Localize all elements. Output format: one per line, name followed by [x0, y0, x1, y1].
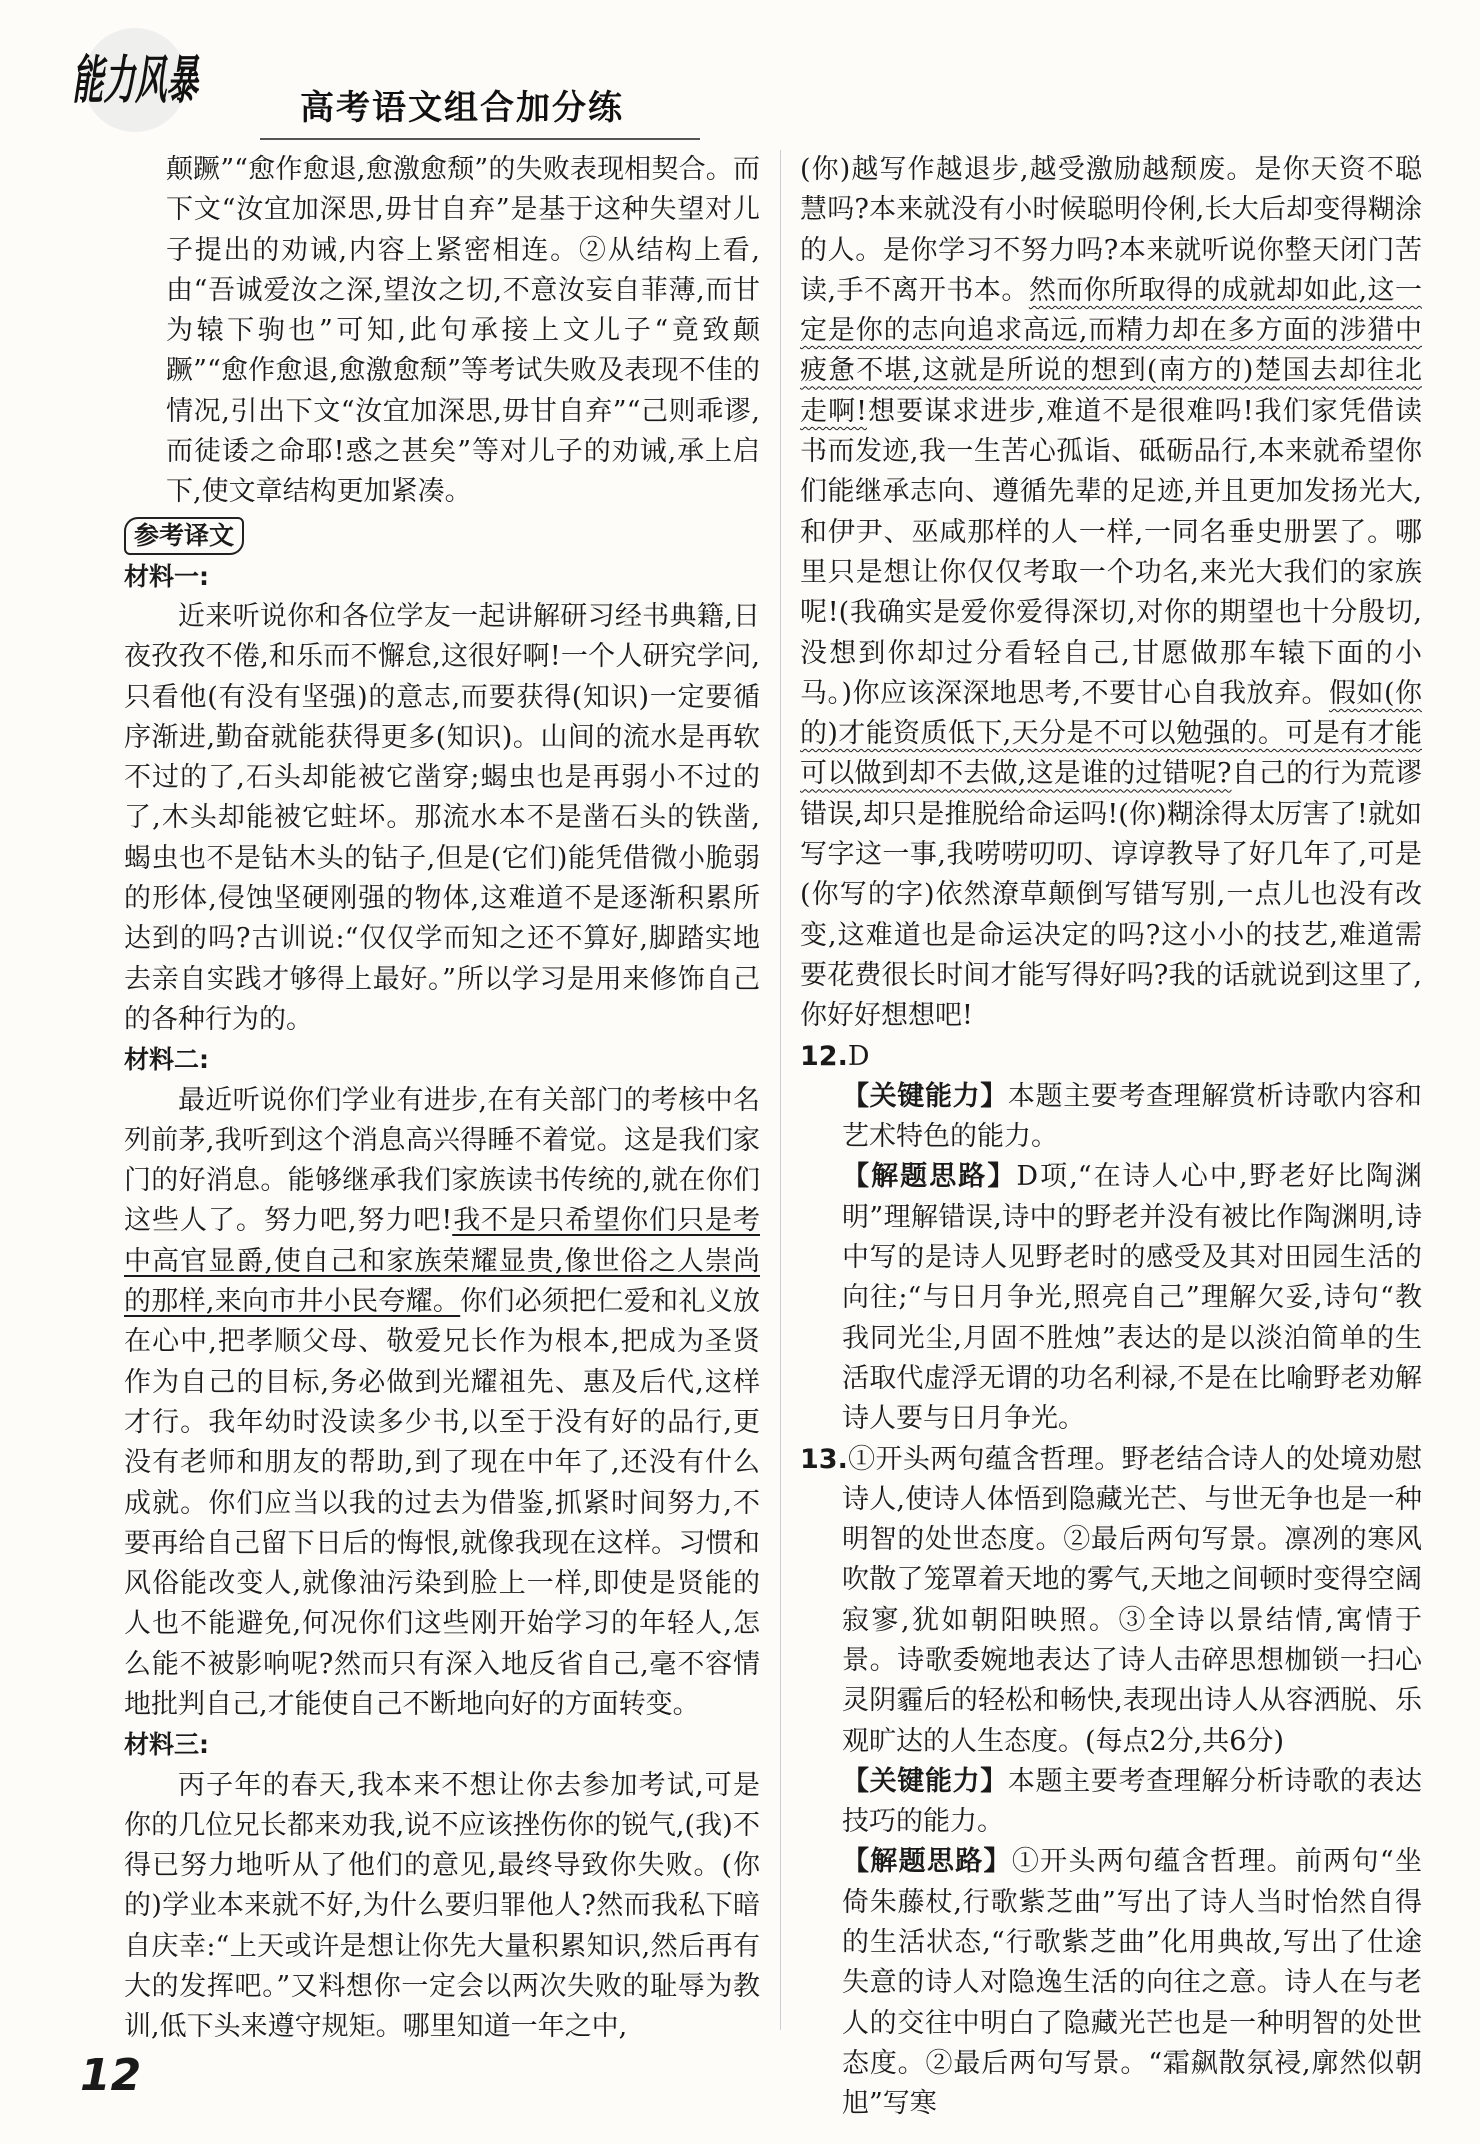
- question-13-ability: [800, 1762, 1422, 1843]
- material-two-part-a: 最近听说你们学业有进步,在有关部门的考核中名列前茅,我听到这个消息高兴得睡不着觉。这是我们家门的好消息。能够继承我们家族读书传统的,就在你们这些人了。努力吧,努力吧!: [124, 1084, 760, 1237]
- brand-logo-icon: [60, 20, 210, 140]
- question-13-answer-text: ①开头两句蕴含哲理。野老结合诗人的处境劝慰诗人,使诗人体悟到隐藏光芒、与世无争也是一种明智的处世态度。②最后两句写景。凛冽的寒风吹散了笼罩着天地的雾气,天地之间顿时变得空阔寂寥,犹如朝阳映照。③全诗以景结情,寓情于景。诗歌委婉地表达了诗人击碎思想枷锁一扫心灵阴霾后的轻松和畅快,表现出诗人从容洒脱、乐观旷达的人生态度。(每点2分,共6分): [842, 1443, 1422, 1757]
- translation-part-1: (你)越写作越退步,越受激励越颓废。是你天资不聪慧吗?本来就没有小时候聪明伶俐,长大后却变得糊涂的人。是你学习不努力吗?本来就听说你整天闭门苦读,手不离开书本。: [800, 154, 1422, 306]
- right-column: [800, 150, 1422, 2125]
- translation-part-2: 想要谋求进步,难道不是很难吗!我们家凭借读书而发迹,我一生苦心孤诣、砥砺品行,本来就希望你们能继承志向、遵循先辈的足迹,并且更加发扬光大,和伊尹、巫咸那样的人一样,一同名垂史册罢了。哪里只是想让你仅仅考取一个功名,来光大我们的家族呢!(我确实是爱你爱得深切,对你的期望也十分殷切,没想到你却过分看轻自己,甘愿做那车辕下面的小马。)你应该深深地思考,不要甘心自我放弃。: [800, 395, 1422, 709]
- page-header: [60, 20, 1420, 140]
- question-12-number: 12.: [800, 1040, 848, 1072]
- key-ability-tag: 【关键能力】: [842, 1765, 1008, 1797]
- question-13-idea: [800, 1842, 1422, 2124]
- material-three-title: 材料三:: [124, 1730, 209, 1760]
- solution-idea-tag: 【解题思路】: [842, 1846, 1012, 1878]
- left-column: [124, 150, 760, 2048]
- question-12-ability-text: 本题主要考查理解赏析诗歌内容和艺术特色的能力。: [842, 1080, 1423, 1153]
- material-three-text: 丙子年的春天,我本来不想让你去参加考试,可是你的几位兄长都来劝我,说不应该挫伤你的锐气,(我)不得已努力地听从了他们的意见,最终导致你失败。(你的)学业本来就不好,为什么要归罪他人?然而我私下暗自庆幸:“上天或许是想让你先大量积累知识,然后再有大的发挥吧。”又料想你一定会以两次失败的耻辱为教训,低下头来遵守规矩。哪里知道一年之中,: [124, 1769, 760, 2043]
- question-13-number: 13.: [800, 1443, 848, 1475]
- material-one-title: 材料一:: [124, 561, 209, 591]
- question-12-idea-text: D项,“在诗人心中,野老好比陶渊明”理解错误,诗中的野老并没有被比作陶渊明,诗中写的是诗人见野老时的感受及其对田园生活的向往;“与日月争光,照亮自己”理解欠妥,诗句“教我同光尘,月固不胜烛”表达的是以淡泊简单的生活取代虚浮无谓的功名利禄,不是在比喻野老劝解诗人要与日月争光。: [842, 1161, 1422, 1435]
- intro-paragraph: 颠蹶”“愈作愈退,愈激愈颓”的失败表现相契合。而下文“汝宜加深思,毋甘自弃”是基于这种失望对儿子提出的劝诫,内容上紧密相连。②从结构上看,由“吾诚爱汝之深,望汝之切,不意汝妄自菲薄,而甘为辕下驹也”可知,此句承接上文儿子“竟致颠蹶”“愈作愈退,愈激愈颓”等考试失败及表现不佳的情况,引出下文“汝宜加深思,毋甘自弃”“己则乖谬,而徒诿之命耶!惑之甚矣”等对儿子的劝诫,承上启下,使文章结构更加紧凑。: [166, 154, 760, 508]
- svg-text:能力风暴: 能力风暴: [72, 50, 200, 111]
- material-two-text: [124, 1081, 760, 1726]
- column-divider: [780, 150, 781, 2030]
- translation-wavy-2: 假如(你的)才能资质低下,天分是不可以勉强的。可是有才能可以做到却不去做,这是谁的过错呢?: [800, 677, 1422, 790]
- question-13-ability-text: 本题主要考查理解分析诗歌的表达技巧的能力。: [842, 1765, 1423, 1838]
- book-title: 高考语文组合加分练: [300, 88, 624, 128]
- material-one-text: 近来听说你和各位学友一起讲解研习经书典籍,日夜孜孜不倦,和乐而不懈怠,这很好啊!一个人研究学问,只看他(有没有坚强)的意志,而要获得(知识)一定要循序渐进,勤奋就能获得更多(知识)。山间的流水是再软不过的了,石头却能被它凿穿;蝎虫也是再弱小不过的了,木头却能被它蛀坏。那流水本不是凿石头的铁凿,蝎虫也不是钻木头的钻子,但是(它们)能凭借微小脆弱的形体,侵蚀坚硬刚强的物体,这难道不是逐渐积累所达到的吗?古训说:“仅仅学而知之还不算好,脚踏实地去亲自实践才够得上最好。”所以学习是用来修饰自己的各种行为的。: [124, 600, 760, 1035]
- question-13-answer: [800, 1440, 1422, 1762]
- key-ability-tag: 【关键能力】: [842, 1080, 1008, 1112]
- question-12-idea: [800, 1157, 1422, 1439]
- question-12-answer: [800, 1037, 1422, 1077]
- reference-translation-heading: [124, 513, 760, 557]
- page-number: 12: [80, 2050, 142, 2101]
- translation-continued: [800, 150, 1422, 1037]
- question-12-choice: D: [847, 1040, 870, 1072]
- material-two-part-b: 你们必须把仁爱和礼义放在心中,把孝顺父母、敬爱兄长作为根本,把成为圣贤作为自己的目标,务必做到光耀祖先、惠及后代,这样才行。我年幼时没读多少书,以至于没有好的品行,更没有老师和朋友的帮助,到了现在中年了,还没有什么成就。你们应当以我的过去为借鉴,抓紧时间努力,不要再给自己留下日后的悔恨,就像我现在这样。习惯和风俗能改变人,就像油污染到脸上一样,即使是贤能的人也不能避免,何况你们这些刚开始学习的年轻人,怎么能不被影响呢?然而只有深入地反省自己,毫不容情地批判自己,才能使自己不断地向好的方面转变。: [124, 1286, 760, 1720]
- reference-translation-title: 参考译文: [124, 517, 244, 555]
- question-13-idea-text: ①开头两句蕴含哲理。前两句“坐倚朱藤杖,行歌紫芝曲”写出了诗人当时怡然自得的生活状态,“行歌紫芝曲”化用典故,写出了仕途失意的诗人对隐逸生活的向往之意。诗人在与老人的交往中明白了隐藏光芒也是一种明智的处世态度。②最后两句写景。“霜飙散氛祲,廓然似朝旭”写寒: [842, 1846, 1422, 2120]
- material-two-title: 材料二:: [124, 1045, 209, 1075]
- translation-part-3: 自己的行为荒谬错误,却只是推脱给命运吗!(你)糊涂得太厉害了!就如写字这一事,我唠唠叨叨、谆谆教导了好几年了,可是(你写的字)依然潦草颠倒写错写别,一点儿也没有改变,这难道也是命运决定的吗?这小小的技艺,难道需要花费很长时间才能写得好吗?我的话就说到这里了,你好好想想吧!: [800, 758, 1423, 1032]
- header-rule: [260, 138, 700, 140]
- material-two-underlined: 我不是只希望你们只是考中高官显爵,使自己和家族荣耀显贵,像世俗之人崇尚的那样,来向市井小民夸耀。: [124, 1205, 761, 1318]
- question-12-ability: [800, 1077, 1422, 1158]
- translation-wavy-1: 然而你所取得的成就却如此,这一定是你的志向追求高远,而精力却在多方面的涉猎中疲惫不堪,这就是所说的想到(南方的)楚国去却往北走啊!: [800, 274, 1422, 427]
- solution-idea-tag: 【解题思路】: [842, 1161, 1017, 1193]
